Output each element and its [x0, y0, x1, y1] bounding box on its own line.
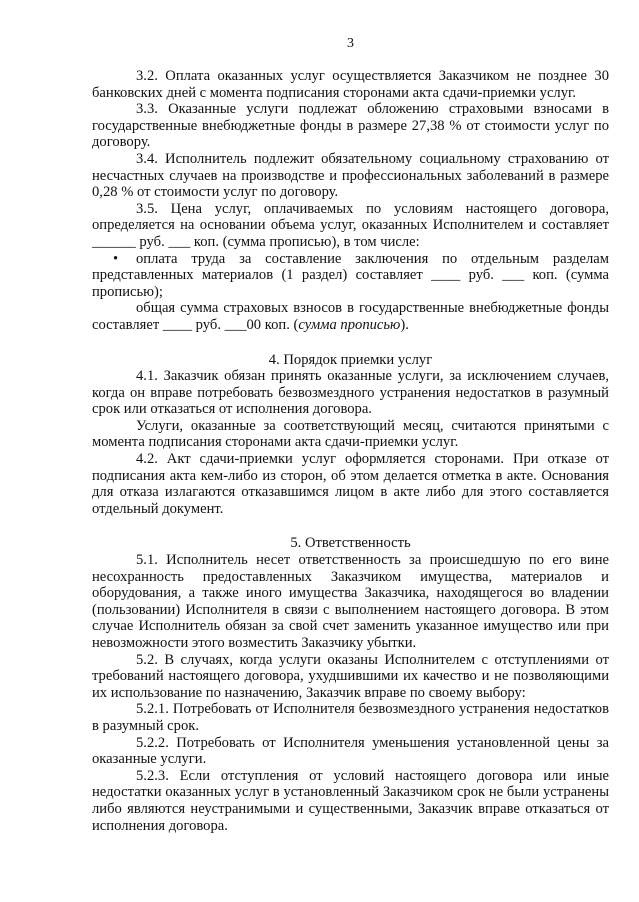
- clause-5-2-3: 5.2.3. Если отступления от условий настоящего договора или иные недостатки оказанных услуг в установленный Заказчиком срок не были устранены либо являются неустранимыми и существенными, Заказчик вправе отказаться от исполнения договора.: [92, 767, 609, 834]
- section-heading-5: 5. Ответственность: [290, 535, 411, 552]
- clause-3-5: 3.5. Цена услуг, оплачиваемых по условиям настоящего договора, определяется на основании объема услуг, оказанных Исполнителем и составляет ______ руб. ___ коп. (сумма прописью), в том числе:: [92, 200, 609, 250]
- clause-3-5-contributions: [92, 300, 609, 333]
- contributions-text-start: общая сумма страховых взносов в государственные внебюджетные фонды составляет ____ руб. ___00 коп. (: [92, 300, 609, 333]
- page-number: 3: [347, 36, 354, 51]
- clause-4-1-continued: Услуги, оказанные за соответствующий месяц, считаются принятыми с момента подписания сторонами акта сдачи-приемки услуг.: [92, 417, 609, 451]
- clause-5-2: 5.2. В случаях, когда услуги оказаны Исполнителем с отступлениями от требований настоящего договора, ухудшившими их качество и не позволяющими их использование по назначению, Заказчик вправе по своему выбору:: [92, 651, 609, 701]
- clause-5-1: 5.1. Исполнитель несет ответственность за происшедшую по его вине несохранность предоставленных Заказчиком имущества, материалов и оборудования, а также иного имущества Заказчика, находящегося во владении (пользовании) Исполнителя в связи с выполнением настоящего договора. В этом случае Исполнитель обязан за свой счет заменить указанное имущество или при невозможности этого возместить Заказчику убытки.: [92, 552, 609, 651]
- contributions-text-italic: сумма прописью: [298, 316, 401, 333]
- clause-3-4: 3.4. Исполнитель подлежит обязательному социальному страхованию от несчастных случаев на производстве и профессиональных заболеваний в размере 0,28 % от стоимости услуг по договору.: [92, 150, 609, 201]
- document-body: [92, 68, 609, 834]
- clause-4-2: 4.2. Акт сдачи-приемки услуг оформляется сторонами. При отказе от подписания акта кем-либо из сторон, об этом делается отметка в акте. Основания для отказа излагаются отказавшимся лицом в акте либо для этого составляется отдельный документ.: [92, 451, 609, 517]
- clause-4-1: 4.1. Заказчик обязан принять оказанные услуги, за исключением случаев, когда он вправе потребовать безвозмездного устранения недостатков в разумный срок или отказаться от исполнения договора.: [92, 368, 609, 418]
- clause-5-2-2: 5.2.2. Потребовать от Исполнителя уменьшения установленной цены за оказанные услуги.: [92, 734, 609, 768]
- clause-3-5-bullet: [92, 251, 609, 301]
- clause-3-5-bullet-text: оплата труда за составление заключения по отдельным разделам представленных материалов (1 раздел) составляет ____ руб. ___ коп. (сумма прописью);: [92, 250, 609, 300]
- bullet-icon: •: [113, 250, 119, 267]
- contributions-text-end: ).: [400, 316, 409, 333]
- clause-3-2: 3.2. Оплата оказанных услуг осуществляется Заказчиком не позднее 30 банковских дней с момента подписания сторонами акта сдачи-приемки услуг.: [92, 68, 609, 101]
- clause-3-3: 3.3. Оказанные услуги подлежат обложению страховыми взносами в государственные внебюджетные фонды в размере 27,38 % от стоимости услуг по договору.: [92, 101, 609, 151]
- section-heading-4: 4. Порядок приемки услуг: [268, 351, 433, 368]
- clause-5-2-1: 5.2.1. Потребовать от Исполнителя безвозмездного устранения недостатков в разумный срок.: [92, 701, 609, 734]
